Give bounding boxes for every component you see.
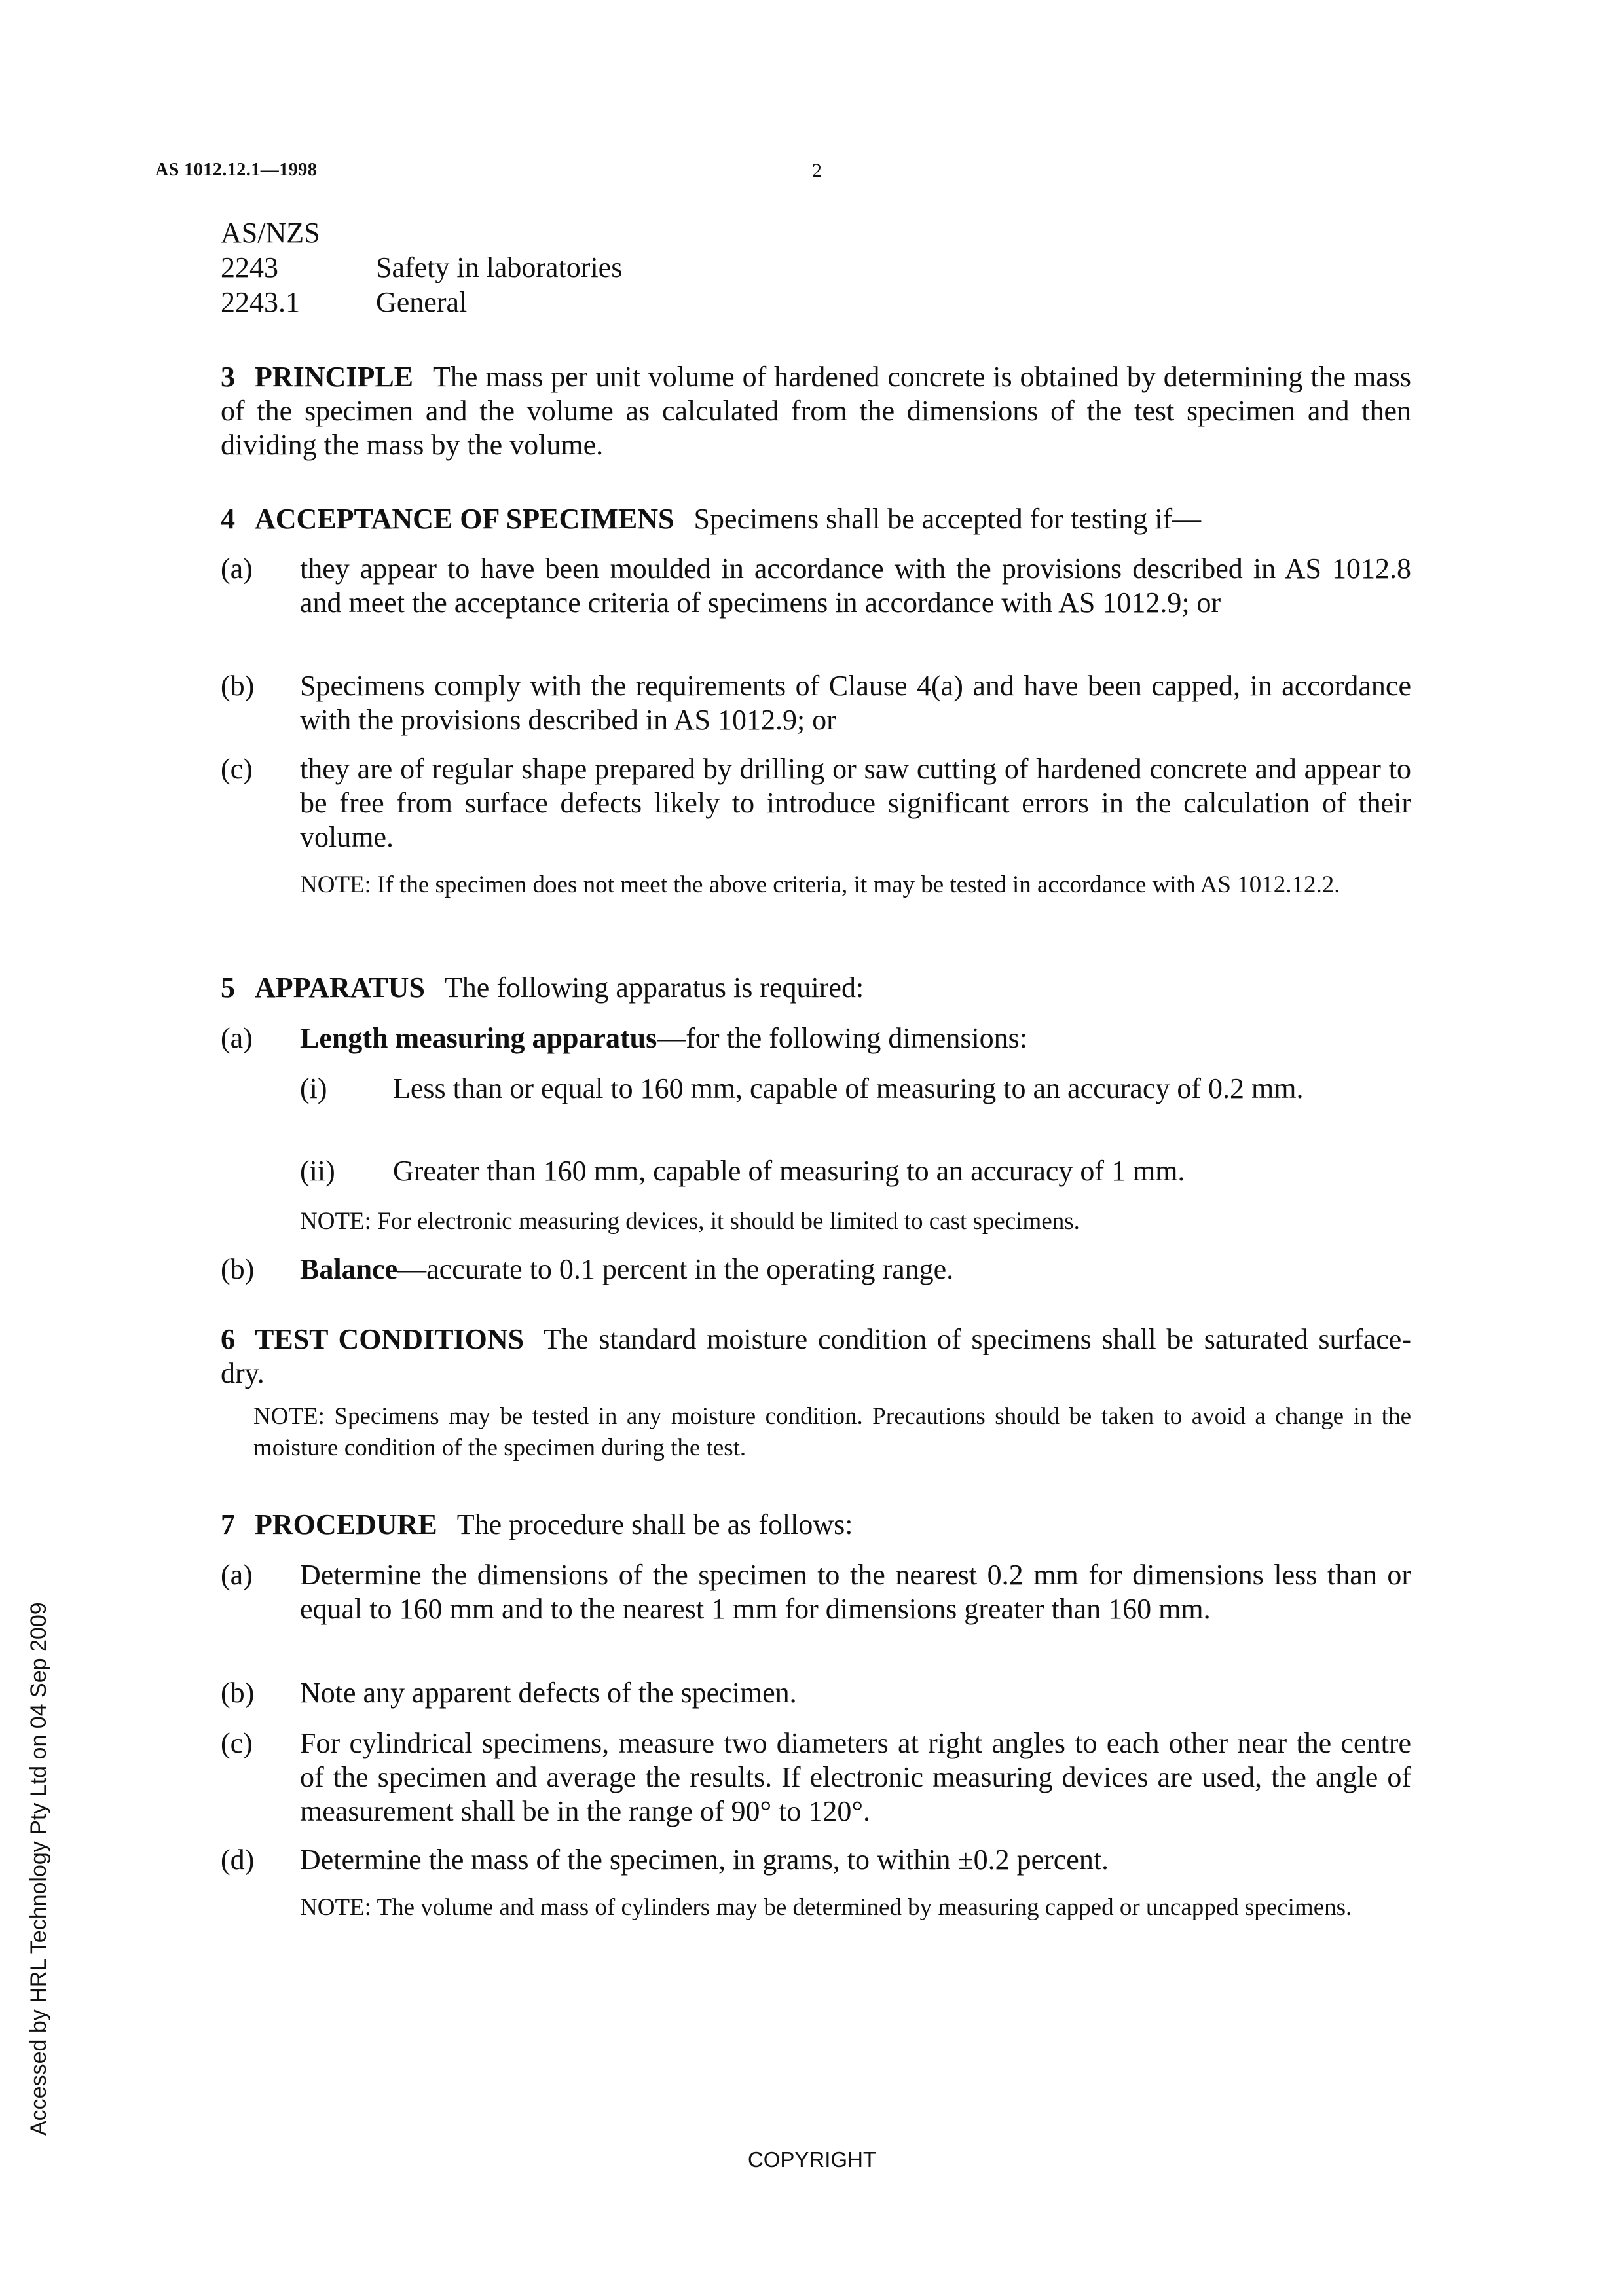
note-text: NOTE: Specimens may be tested in any moisture condition. Precautions should be taken to avoid a change in the moisture condition of the specimen during the test.	[253, 1403, 1411, 1461]
section-text: The following apparatus is required:	[444, 972, 864, 1004]
sub-item-label: (ii)	[300, 1155, 335, 1187]
reference-row	[221, 251, 1203, 285]
note-text: NOTE: For electronic measuring devices, it should be limited to cast specimens.	[300, 1208, 1080, 1235]
section-number: 5	[221, 972, 235, 1004]
list-item-label: (b)	[221, 1677, 255, 1709]
section-text: Specimens shall be accepted for testing if—	[693, 503, 1202, 535]
list-item-label: (b)	[221, 670, 255, 702]
section-number: 7	[221, 1508, 235, 1540]
section-number: 6	[221, 1323, 235, 1355]
section-6-test-conditions	[221, 1322, 1411, 1391]
list-item-label: (a)	[221, 1022, 253, 1054]
sub-item-text: Greater than 160 mm, capable of measuring to an accuracy of 1 mm.	[393, 1155, 1185, 1187]
copyright-footer: COPYRIGHT	[747, 2147, 877, 2172]
note-text: NOTE: If the specimen does not meet the above criteria, it may be tested in accordance with AS 1012.12.2.	[300, 871, 1340, 898]
section-5-heading-line	[221, 971, 1411, 1005]
list-item-label: (a)	[221, 553, 253, 585]
reference-title: Safety in laboratories	[376, 251, 623, 283]
list-item-text: Determine the mass of the specimen, in grams, to within ±0.2 percent.	[300, 1844, 1109, 1876]
list-item-label: (b)	[221, 1253, 255, 1285]
list-item-text: —for the following dimensions:	[657, 1022, 1028, 1054]
sub-item-label: (i)	[300, 1072, 327, 1104]
section-text: The procedure shall be as follows:	[456, 1508, 853, 1540]
note-text: NOTE: The volume and mass of cylinders may be determined by measuring capped or uncapped specimens.	[300, 1894, 1352, 1921]
access-watermark: Accessed by HRL Technology Pty Ltd on 04 Sep 2009	[26, 1602, 51, 2136]
section-4-heading-line	[221, 502, 1411, 536]
list-item-text: Note any apparent defects of the specimen.	[300, 1677, 797, 1709]
section-heading: TEST CONDITIONS	[255, 1323, 525, 1355]
list-item-text: —accurate to 0.1 percent in the operating range.	[397, 1253, 954, 1285]
reference-code: 2243	[221, 251, 278, 283]
section-text: The standard moisture condition of specimens shall be saturated surface-dry.	[221, 1323, 1411, 1389]
apparatus-name: Balance	[300, 1253, 398, 1285]
section-heading: PRINCIPLE	[255, 361, 414, 393]
list-item-text: they are of regular shape prepared by drilling or saw cutting of hardened concrete and appear to be free from surface defects likely to introduce significant errors in the calculation of their volume.	[300, 753, 1411, 853]
sub-item-text: Less than or equal to 160 mm, capable of measuring to an accuracy of 0.2 mm.	[393, 1072, 1304, 1104]
section-heading: ACCEPTANCE OF SPECIMENS	[255, 503, 674, 535]
reference-prefix: AS/NZS	[221, 217, 320, 249]
section-heading: PROCEDURE	[255, 1508, 437, 1540]
list-item-label: (c)	[221, 1727, 253, 1759]
section-text: The mass per unit volume of hardened concrete is obtained by determining the mass of the specimen and the volume as calculated from the dimensions of the test specimen and then dividing the mass by the volume.	[221, 361, 1411, 461]
reference-row	[221, 285, 1203, 320]
section-number: 4	[221, 503, 235, 535]
reference-prefix-row	[221, 216, 1203, 251]
list-item-text: For cylindrical specimens, measure two diameters at right angles to each other near the centre of the specimen and average the results. If electronic measuring devices are used, the angle of measurement shall be in the range of 90° to 120°.	[300, 1727, 1411, 1827]
reference-code: 2243.1	[221, 286, 300, 318]
apparatus-name: Length measuring apparatus	[300, 1022, 657, 1054]
list-item-text: they appear to have been moulded in accordance with the provisions described in AS 1012.8 and meet the acceptance criteria of specimens in accordance with AS 1012.9; or	[300, 553, 1411, 619]
section-3-principle	[221, 360, 1411, 462]
page-number: 2	[812, 160, 822, 181]
list-item-text: Specimens comply with the requirements of Clause 4(a) and have been capped, in accordance with the provisions described in AS 1012.9; or	[300, 670, 1411, 736]
section-number: 3	[221, 361, 235, 393]
list-item-label: (d)	[221, 1844, 255, 1876]
note	[253, 1401, 1411, 1464]
section-heading: APPARATUS	[255, 972, 425, 1004]
list-item-label: (a)	[221, 1559, 253, 1591]
section-7-heading-line	[221, 1508, 1411, 1542]
list-item-label: (c)	[221, 753, 253, 785]
header-standard-number: AS 1012.12.1—1998	[155, 160, 318, 180]
list-item-text: Determine the dimensions of the specimen to the nearest 0.2 mm for dimensions less than or equal to 160 mm and to the nearest 1 mm for dimensions greater than 160 mm.	[300, 1559, 1411, 1625]
reference-title: General	[376, 286, 468, 318]
referenced-documents	[221, 216, 1203, 320]
